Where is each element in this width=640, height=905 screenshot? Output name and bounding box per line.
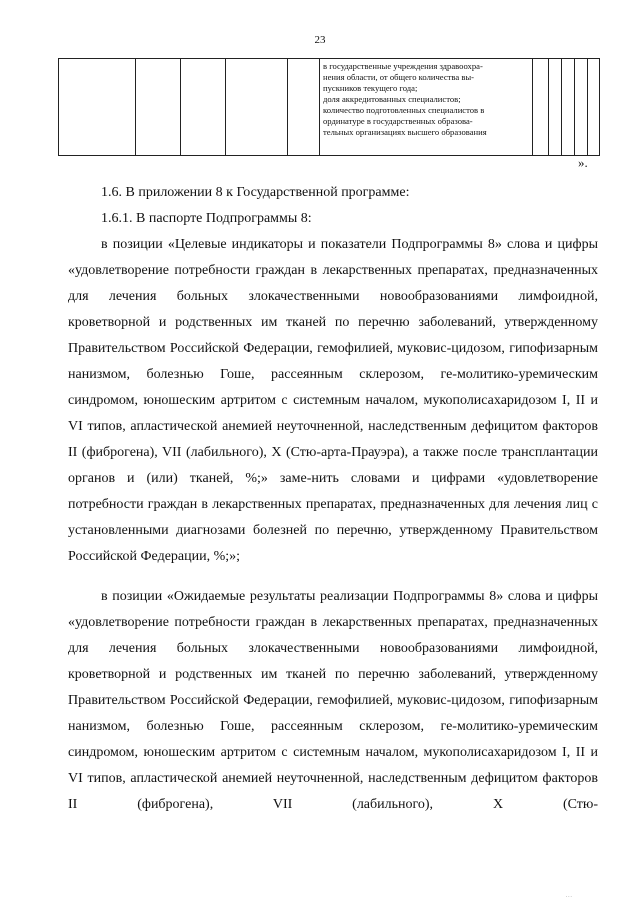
table-cell — [59, 59, 136, 156]
continuation-table — [58, 58, 600, 156]
table-cell — [226, 59, 288, 156]
paragraph-expected-results: в позиции «Ожидаемые результаты реализации Подпрограммы 8» слова и цифры «удовлетворение потребности граждан в лекарственных препаратах, предназначенных для лечения больных злокачественными новообразованиями лимфоидной, кроветворной и родственных им тканей по перечню заболеваний, утвержденному Правительством Российской Федерации, гемофилией, муковис-цидозом, гипофизарным нанизмом, болезнью Гоше, рассеянным склерозом, ге-молитико-уремическим синдромом, юношеским артритом с системным началом, мукополисахаридозом I, II и VI типов, апластической анемией неуточненной, наследственным дефицитом факторов II (фиброгена), VII (лабильного), X (Стю- — [68, 589, 598, 812]
page-number: 23 — [314, 34, 326, 46]
closing-quote: ». — [578, 155, 588, 170]
table-cell — [533, 59, 549, 156]
table-cell — [136, 59, 181, 156]
section-subheading: 1.6.1. В паспорте Подпрограммы 8: — [101, 211, 312, 226]
table-cell — [588, 59, 600, 156]
table-cell — [181, 59, 226, 156]
table-cell — [575, 59, 588, 156]
table-cell — [288, 59, 320, 156]
table-cell — [549, 59, 562, 156]
paragraph-target-indicators: в позиции «Целевые индикаторы и показатели Подпрограммы 8» слова и цифры «удовлетворение потребности граждан в лекарственных препаратах, предназначенных для лечения больных злокачественными новообразованиями лимфоидной, кроветворной и родственных им тканей по перечню заболеваний, утвержденному Правительством Российской Федерации, гемофилией, муковис-цидозом, гипофизарным нанизмом, болезнью Гоше, рассеянным склерозом, ге-молитико-уремическим синдромом, юношеским артритом с системным началом, мукополисахаридозом I, II и VI типов, апластической анемией неуточненной, наследственным дефицитом факторов II (фиброгена), VII (лабильного), X (Стю-арта-Прауэра), а также после трансплантации органов и (или) тканей, %;» заме-нить словами и цифрами «удовлетворение потребности граждан в лекарственных препаратах, предназначенных для лечения лиц с установленными диагнозами болезней по перечню, утвержденному Правительством Российской Федерации, %;»; — [68, 237, 598, 564]
table-row — [59, 59, 600, 156]
table-text-cell — [320, 59, 533, 156]
table-cell-text: в государственные учреждения здравоохра- нения области, от общего количества вы- пускников текущего года; доля аккредитованных специалистов; количество подготовленных специалистов в ординатуре в государственных образова- тельных организациях высшего образования — [323, 61, 487, 137]
section-heading: 1.6. В приложении 8 к Государственной программе: — [101, 185, 410, 200]
document-body — [68, 180, 598, 818]
footer-mark: ... — [566, 894, 573, 899]
table-cell — [562, 59, 575, 156]
